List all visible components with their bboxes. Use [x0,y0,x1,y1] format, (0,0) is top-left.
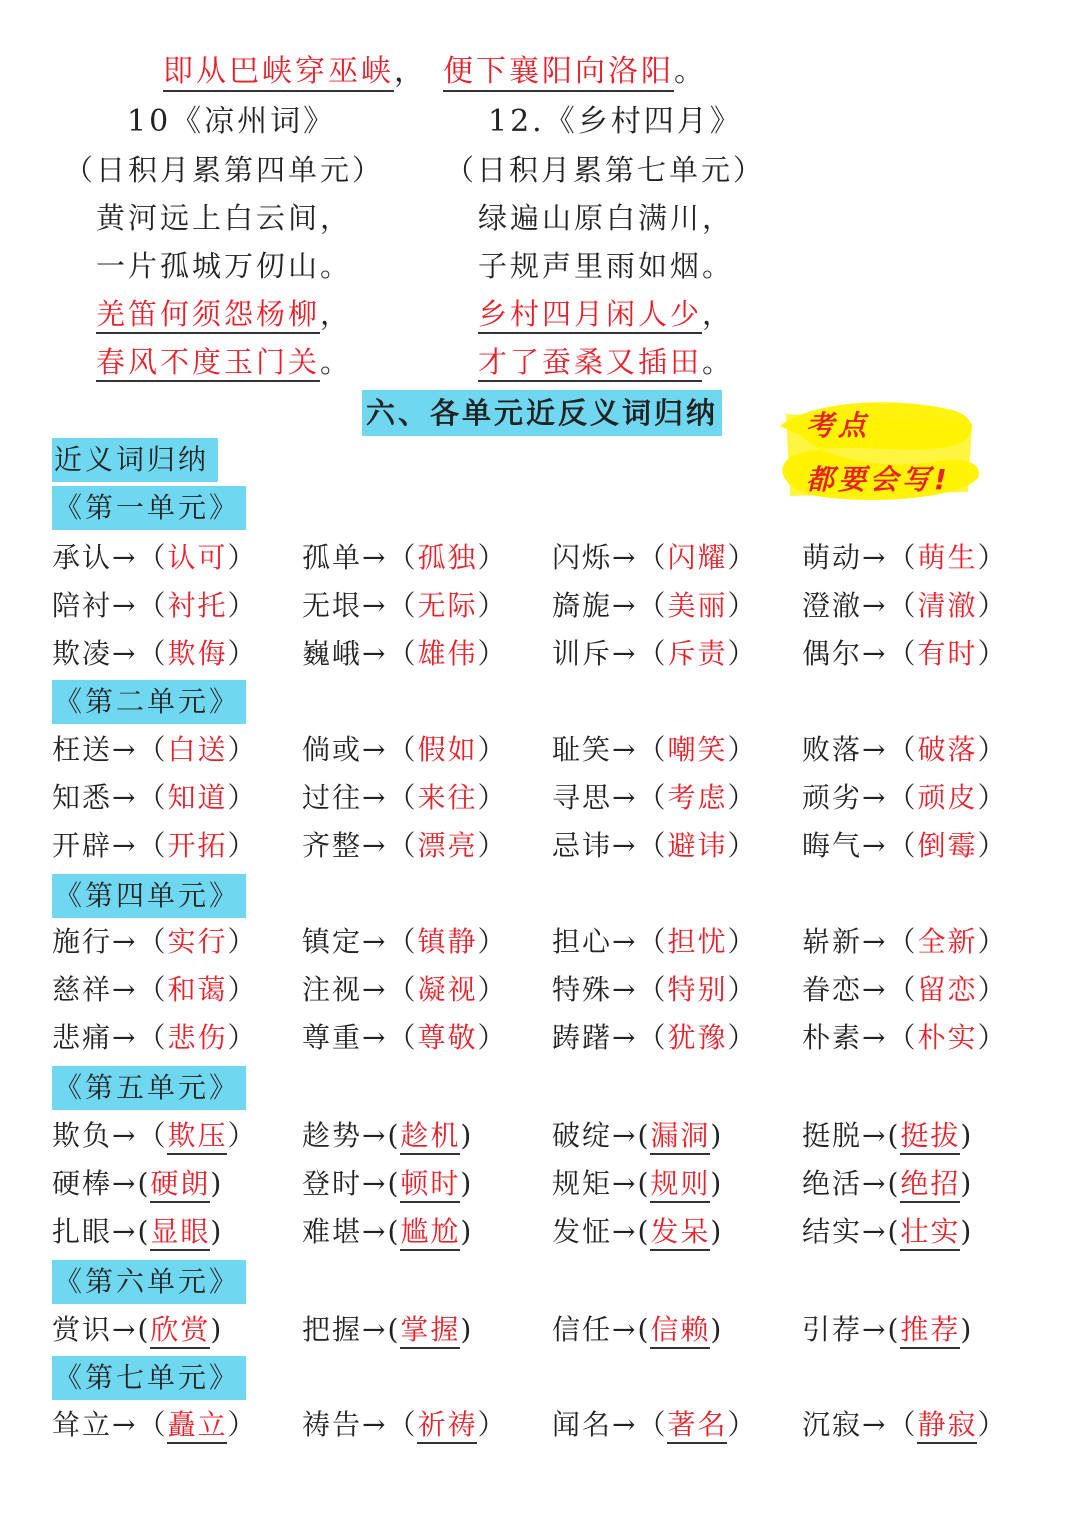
synonym-pair [302,922,508,962]
synonym-pair [802,634,1008,674]
synonym-answer: 顿时 [400,1167,460,1203]
synonym-answer: 尊敬 [417,1021,478,1054]
poem-left-title: 10《凉州词》 [127,104,337,139]
poem-answer-blank: 即从巴峡穿巫峡 [163,54,394,92]
synonym-pair [52,586,258,626]
synonym-close-paren: ） [227,589,258,622]
synonym-answer: 实行 [167,925,228,958]
synonym-pair [302,970,508,1010]
unit-label: 《第一单元》 [52,486,246,530]
synonym-close-paren: ） [977,541,1008,574]
synonym-word: 镇定→（ [302,925,418,958]
synonym-close-paren: ) [710,1167,724,1200]
unit-label: 《第七单元》 [52,1356,246,1400]
synonym-word: 欺负→（ [52,1119,168,1152]
poem-punct: 。 [702,345,735,379]
synonym-word: 承认→（ [52,541,168,574]
synonym-answer: 漏洞 [650,1119,710,1155]
synonym-pair [302,1018,508,1058]
synonym-word: 开辟→（ [52,829,168,862]
synonym-word: 齐整→（ [302,829,418,862]
synonym-close-paren: ) [960,1313,974,1346]
synonym-word: 结实→( [802,1215,901,1248]
synonym-word: 倘或→（ [302,733,418,766]
synonym-answer: 萌生 [917,541,978,574]
synonym-close-paren: ） [977,1021,1008,1054]
synonym-close-paren: ） [227,973,258,1006]
synonym-close-paren: ） [477,637,508,670]
synonym-word: 朴素→（ [802,1021,918,1054]
synonym-word: 晦气→（ [802,829,918,862]
unit-label: 《第四单元》 [52,874,246,918]
synonym-word: 巍峨→（ [302,637,418,670]
poem-right-title: 12.《乡村四月》 [488,104,743,139]
synonym-answer: 欺压 [167,1119,227,1155]
synonym-answer: 显眼 [150,1215,210,1251]
synonym-word: 规矩→( [552,1167,651,1200]
synonym-close-paren: ） [227,541,258,574]
synonym-close-paren: ） [227,637,258,670]
synonym-close-paren: ） [227,925,258,958]
synonym-word: 旖旎→（ [552,589,668,622]
synonym-word: 耻笑→（ [552,733,668,766]
synonym-word: 难堪→( [302,1215,401,1248]
synonym-answer: 和蔼 [167,973,228,1006]
synonym-word: 枉送→（ [52,733,168,766]
synonym-word: 硬棒→( [52,1167,151,1200]
synonym-close-paren: ） [477,973,508,1006]
synonym-word: 训斥→（ [552,637,668,670]
synonym-close-paren: ) [710,1313,724,1346]
poem-answer-blank: 才了蚕桑又插田 [478,345,702,382]
synonym-word: 悲痛→（ [52,1021,168,1054]
synonym-close-paren: ） [477,1408,508,1441]
poem-right-source: （日积月累第七单元） [445,153,766,187]
synonym-word: 尊重→（ [302,1021,418,1054]
poem-line [96,198,352,238]
synonym-close-paren: ） [727,1021,758,1054]
synonym-close-paren: ） [977,589,1008,622]
synonym-word: 注视→（ [302,973,418,1006]
synonym-close-paren: ） [977,637,1008,670]
synonym-pair [52,1164,223,1204]
synonym-close-paren: ） [727,1408,758,1441]
synonym-answer: 清澈 [917,589,978,622]
synonym-close-paren: ) [960,1167,974,1200]
synonym-word: 顽劣→（ [802,781,918,814]
synonym-close-paren: ) [710,1119,724,1152]
synonym-answer: 犹豫 [667,1021,728,1054]
synonym-answer: 无际 [417,589,478,622]
poem-punct: ， [320,297,353,331]
synonym-close-paren: ） [727,973,758,1006]
synonym-word: 沉寂→（ [802,1408,918,1441]
synonym-answer: 假如 [417,733,478,766]
synonym-word: 绝活→( [802,1167,901,1200]
poem-line-text: 一片孤城万仞山。 [96,249,353,283]
synonym-close-paren: ） [477,541,508,574]
synonym-pair [302,1116,473,1156]
synonym-word: 引荐→( [802,1313,901,1346]
synonym-answer: 欺侮 [167,637,228,670]
synonym-answer: 知道 [167,781,228,814]
poem-line [96,246,352,286]
synonym-word: 发怔→( [552,1215,651,1248]
synonym-label: 近义词归纳 [52,438,218,482]
synonym-answer: 有时 [917,637,978,670]
synonym-close-paren: ） [977,1408,1008,1441]
synonym-pair [302,586,508,626]
synonym-answer: 矗立 [167,1408,227,1444]
synonym-word: 闻名→（ [552,1408,668,1441]
synonym-pair [552,1018,758,1058]
synonym-word: 慈祥→（ [52,973,168,1006]
synonym-pair [302,538,508,578]
synonym-answer: 破落 [917,733,978,766]
synonym-answer: 斥责 [667,637,728,670]
poem-answer-blank: 便下襄阳向洛阳 [443,54,674,92]
poem-line-text: 子规声里雨如烟。 [478,249,735,283]
synonym-word: 祷告→（ [302,1408,418,1441]
synonym-close-paren: ） [477,925,508,958]
synonym-pair [52,826,258,866]
synonym-close-paren: ） [727,541,758,574]
synonym-word: 挺脱→( [802,1119,901,1152]
synonym-answer: 信赖 [650,1313,710,1349]
synonym-word: 偶尔→（ [802,637,918,670]
synonym-answer: 闪耀 [667,541,728,574]
poem-line [478,198,734,238]
synonym-pair [52,1018,258,1058]
synonym-answer: 倒霉 [917,829,978,862]
synonym-pair [302,1405,508,1445]
synonym-answer: 发呆 [650,1215,710,1251]
synonym-pair [802,1212,973,1252]
synonym-word: 踌躇→（ [552,1021,668,1054]
synonym-pair [802,538,1008,578]
synonym-close-paren: ） [727,589,758,622]
exam-note [772,396,984,506]
synonym-answer: 欣赏 [150,1313,210,1349]
synonym-word: 萌动→（ [802,541,918,574]
poem-line [478,342,734,382]
synonym-pair [552,538,758,578]
synonym-word: 施行→（ [52,925,168,958]
synonym-answer: 推荐 [900,1313,960,1349]
poem-line [478,294,734,334]
synonym-pair [552,1212,723,1252]
synonym-word: 破绽→( [552,1119,651,1152]
synonym-answer: 衬托 [167,589,228,622]
synonym-pair [552,1310,723,1350]
exam-note-line1: 考点 [806,409,871,442]
synonym-answer: 白送 [167,733,228,766]
synonym-word: 无垠→（ [302,589,418,622]
poem-line-text: 黄河远上白云间， [96,201,353,235]
synonym-word: 知悉→（ [52,781,168,814]
synonym-close-paren: ) [210,1167,224,1200]
synonym-pair [802,778,1008,818]
synonym-pair [802,730,1008,770]
synonym-close-paren: ） [227,1119,258,1152]
synonym-pair [302,1164,473,1204]
synonym-word: 忌讳→（ [552,829,668,862]
synonym-pair [52,1212,223,1252]
poem-punct: ， [702,297,735,331]
synonym-pair [302,778,508,818]
synonym-pair [552,1116,723,1156]
synonym-pair [52,970,258,1010]
synonym-close-paren: ） [227,781,258,814]
synonym-word: 担心→（ [552,925,668,958]
synonym-pair [552,970,758,1010]
synonym-pair [302,1310,473,1350]
synonym-close-paren: ） [727,925,758,958]
synonym-pair [52,634,258,674]
synonym-answer: 静寂 [917,1408,977,1444]
synonym-answer: 掌握 [400,1313,460,1349]
synonym-word: 信任→( [552,1313,651,1346]
synonym-word: 败落→（ [802,733,918,766]
synonym-close-paren: ） [477,781,508,814]
synonym-pair [802,1116,973,1156]
synonym-word: 特殊→（ [552,973,668,1006]
synonym-close-paren: ） [977,829,1008,862]
synonym-word: 赏识→( [52,1313,151,1346]
synonym-pair [802,970,1008,1010]
synonym-close-paren: ） [727,781,758,814]
synonym-answer: 美丽 [667,589,728,622]
synonym-close-paren: ) [710,1215,724,1248]
synonym-close-paren: ) [960,1215,974,1248]
synonym-close-paren: ） [977,925,1008,958]
poem-line [478,246,734,286]
synonym-close-paren: ） [477,733,508,766]
synonym-answer: 硬朗 [150,1167,210,1203]
synonym-close-paren: ) [210,1215,224,1248]
poem-answer-blank: 乡村四月闲人少 [478,297,702,334]
synonym-word: 澄澈→（ [802,589,918,622]
synonym-pair [52,538,258,578]
unit-label: 《第六单元》 [52,1260,246,1304]
synonym-answer: 祈祷 [417,1408,477,1444]
synonym-close-paren: ) [460,1313,474,1346]
synonym-pair [802,586,1008,626]
synonym-close-paren: ） [727,733,758,766]
synonym-answer: 顽皮 [917,781,978,814]
synonym-pair [552,586,758,626]
synonym-word: 耸立→（ [52,1408,168,1441]
synonym-answer: 特别 [667,973,728,1006]
synonym-close-paren: ) [210,1313,224,1346]
synonym-pair [552,778,758,818]
synonym-answer: 悲伤 [167,1021,228,1054]
synonym-answer: 绝招 [900,1167,960,1203]
synonym-answer: 来往 [417,781,478,814]
synonym-pair [552,826,758,866]
synonym-pair [802,1310,973,1350]
synonym-word: 过往→（ [302,781,418,814]
synonym-close-paren: ) [960,1119,974,1152]
synonym-pair [802,922,1008,962]
synonym-answer: 漂亮 [417,829,478,862]
unit-label: 《第五单元》 [52,1066,246,1110]
synonym-answer: 趁机 [400,1119,460,1155]
unit-label: 《第二单元》 [52,680,246,724]
synonym-answer: 雄伟 [417,637,478,670]
poem-answer-blank: 羌笛何须怨杨柳 [96,297,320,334]
synonym-answer: 避讳 [667,829,728,862]
synonym-word: 眷恋→（ [802,973,918,1006]
synonym-answer: 担忧 [667,925,728,958]
synonym-answer: 规则 [650,1167,710,1203]
synonym-close-paren: ） [977,973,1008,1006]
poem-punct: 。 [320,345,353,379]
synonym-word: 扎眼→( [52,1215,151,1248]
synonym-close-paren: ) [460,1119,474,1152]
poem-continuation-line: 即从巴峡穿巫峡， 便下襄阳向洛阳。 [163,52,707,92]
synonym-answer: 嘲笑 [667,733,728,766]
synonym-close-paren: ） [477,1021,508,1054]
synonym-close-paren: ） [227,733,258,766]
synonym-close-paren: ） [727,637,758,670]
synonym-close-paren: ） [477,589,508,622]
synonym-answer: 挺拔 [900,1119,960,1155]
poem-line [96,294,352,334]
synonym-word: 孤单→（ [302,541,418,574]
synonym-pair [802,1405,1008,1445]
synonym-pair [302,730,508,770]
synonym-answer: 开拓 [167,829,228,862]
synonym-answer: 壮实 [900,1215,960,1251]
synonym-pair [552,922,758,962]
synonym-close-paren: ） [227,1021,258,1054]
synonym-pair [52,778,258,818]
synonym-pair [52,922,258,962]
synonym-word: 崭新→（ [802,925,918,958]
synonym-word: 趁势→( [302,1119,401,1152]
synonym-close-paren: ) [460,1215,474,1248]
synonym-close-paren: ） [227,829,258,862]
synonym-close-paren: ） [977,733,1008,766]
synonym-pair [302,826,508,866]
synonym-answer: 凝视 [417,973,478,1006]
synonym-answer: 认可 [167,541,228,574]
synonym-pair [302,634,508,674]
synonym-word: 寻思→（ [552,781,668,814]
synonym-pair [552,634,758,674]
synonym-answer: 尴尬 [400,1215,460,1251]
synonym-answer: 全新 [917,925,978,958]
synonym-word: 把握→( [302,1313,401,1346]
synonym-word: 欺凌→（ [52,637,168,670]
synonym-pair [552,730,758,770]
synonym-answer: 镇静 [417,925,478,958]
synonym-close-paren: ） [727,829,758,862]
synonym-answer: 朴实 [917,1021,978,1054]
poem-left-source: （日积月累第四单元） [64,153,385,187]
synonym-close-paren: ） [977,781,1008,814]
section-title: 六、各单元近反义词归纳 [362,390,722,436]
poem-answer-blank: 春风不度玉门关 [96,345,320,382]
synonym-close-paren: ） [227,1408,258,1441]
poem-line [96,342,352,382]
synonym-pair [52,1116,258,1156]
synonym-pair [52,1405,258,1445]
synonym-answer: 留恋 [917,973,978,1006]
synonym-pair [802,1018,1008,1058]
synonym-pair [302,1212,473,1252]
synonym-pair [802,1164,973,1204]
synonym-answer: 考虑 [667,781,728,814]
synonym-word: 陪衬→（ [52,589,168,622]
poem-line-text: 绿遍山原白满川， [478,201,735,235]
synonym-close-paren: ） [477,829,508,862]
synonym-word: 登时→( [302,1167,401,1200]
synonym-pair [52,730,258,770]
synonym-close-paren: ) [460,1167,474,1200]
synonym-pair [52,1310,223,1350]
synonym-pair [552,1405,758,1445]
synonym-answer: 著名 [667,1408,727,1444]
exam-note-line2: 都要会写! [806,463,951,496]
synonym-word: 闪烁→（ [552,541,668,574]
synonym-answer: 孤独 [417,541,478,574]
synonym-pair [552,1164,723,1204]
synonym-pair [802,826,1008,866]
